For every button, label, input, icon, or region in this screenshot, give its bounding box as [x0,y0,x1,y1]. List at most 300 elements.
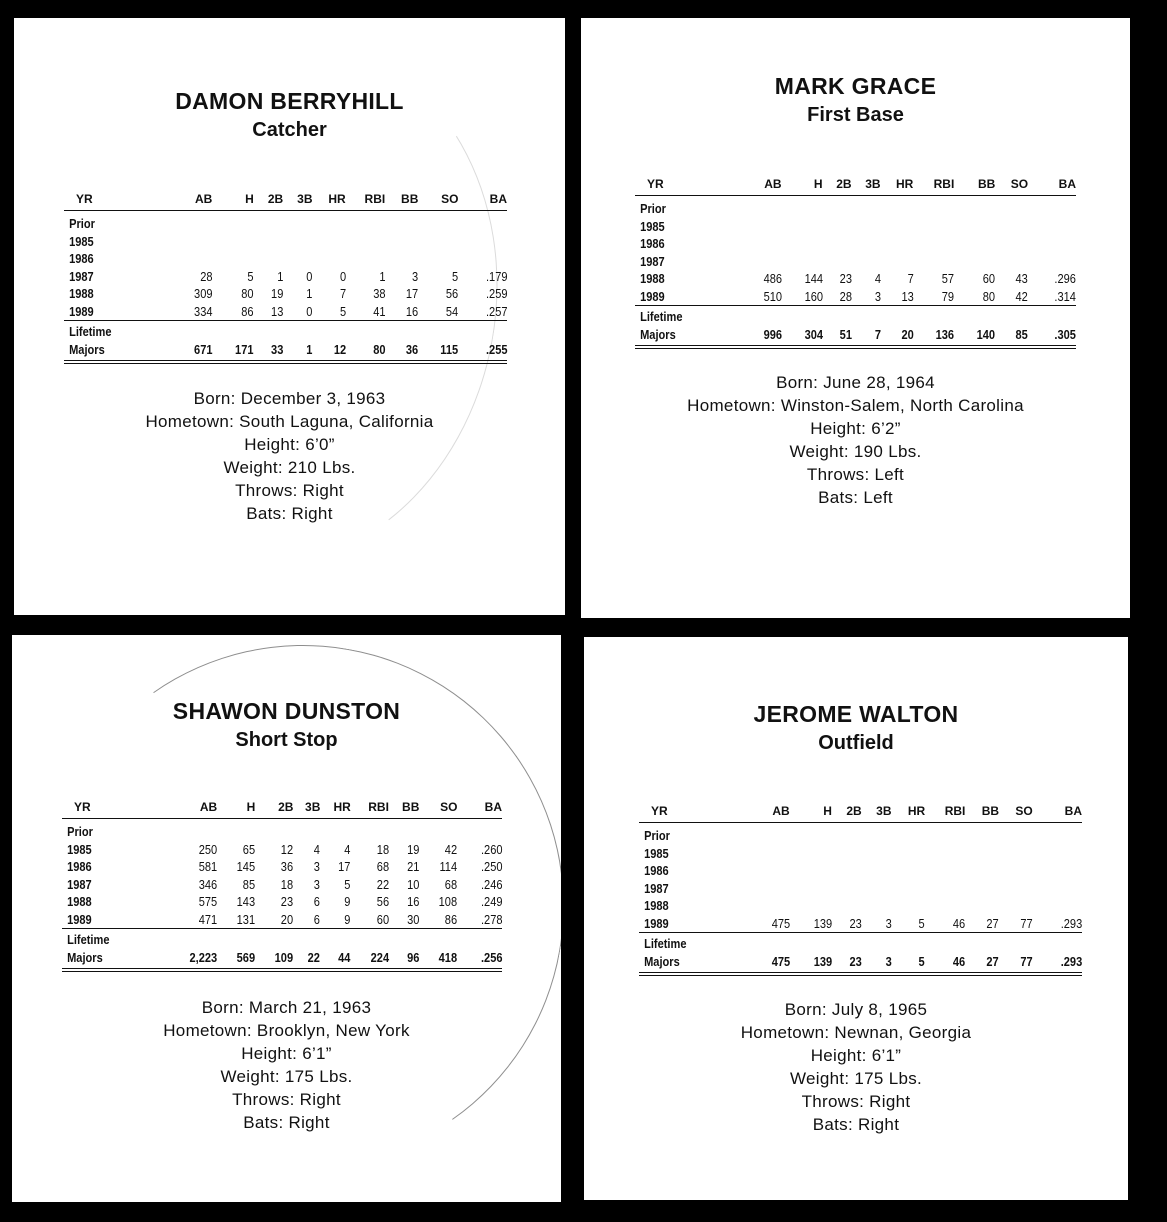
bio-line: Born: March 21, 1963 [201,998,372,1017]
stat-cell: 3 [412,268,419,284]
stat-cell: 13 [900,288,914,304]
stat-cell [931,897,965,915]
total-cell: 996 [747,326,782,348]
stat-cell [754,897,790,915]
total-cell: 85 [1000,326,1028,348]
stat-cell: 36 [281,859,294,875]
stats-header-row [635,177,1076,196]
stat-cell: 20 [281,911,294,927]
column-header: YR [639,804,748,823]
stat-cell [1035,196,1076,218]
stat-cell [796,845,832,863]
column-header: RBI [351,800,389,819]
stats-header-row [64,192,507,211]
stat-cell [390,250,418,268]
stat-cell [223,819,255,841]
stat-cell: 160 [804,288,823,304]
bio-line: Bats: Left [818,488,893,507]
player-name: MARK GRACE [774,73,937,99]
stat-cell [297,819,320,841]
total-cell: 36 [390,341,418,363]
stat-cell [1004,880,1033,898]
total-cell: 136 [919,326,954,348]
stat-cell: 13 [270,303,284,319]
stat-cell: .179 [485,268,507,284]
year-cell: 1987 [67,876,92,892]
stat-cell: 21 [407,859,420,875]
stat-cell [885,218,913,236]
stat-cell: 486 [763,271,782,287]
stat-cell [169,819,218,841]
bio-line: Throws: Right [232,1090,341,1109]
stat-cell: 309 [193,286,213,302]
total-cell: 46 [931,953,965,975]
lifetime-label: Lifetime [635,306,725,326]
stat-cell: 18 [281,876,294,892]
column-header: 2B [823,177,852,196]
stat-cell [258,211,283,233]
year-cell: 1988 [640,271,665,287]
stat-cell [897,862,926,880]
year-cell: 1985 [640,218,665,234]
column-header: AB [741,177,782,196]
stat-cell: 1 [379,268,386,284]
player-bio [14,387,565,525]
stat-cell [288,233,313,251]
stat-cell [960,253,995,271]
column-header: HR [313,192,346,211]
stats-row [64,233,507,251]
stat-cell: .260 [480,841,502,857]
stat-cell [1040,897,1082,915]
stat-cell [788,196,823,218]
stats-row [62,876,502,894]
total-cell: 171 [219,341,254,363]
player-position: Outfield [818,732,894,754]
stat-cell: 57 [942,271,955,287]
column-header: AB [171,192,213,211]
total-cell: 20 [885,326,913,348]
column-header: H [217,800,255,819]
stats-row [639,915,1082,933]
stats-row [635,218,1076,236]
stat-cell: 250 [198,841,218,857]
column-header: AB [748,804,790,823]
stat-cell: 27 [986,915,1000,931]
stat-cell [219,211,254,233]
player-bio [12,996,561,1134]
bio-line: Height: 6’1” [810,1046,902,1065]
stat-cell [1035,218,1076,236]
year-cell: Prior [640,201,666,217]
stat-cell [866,845,891,863]
stat-cell: .249 [480,894,502,910]
majors-label: Majors [62,949,145,971]
stat-cell [1040,823,1082,845]
stat-cell: 68 [376,859,389,875]
stat-cell: 5 [339,303,346,319]
stat-cell: .246 [480,876,502,892]
stat-cell: .250 [480,859,502,875]
stat-cell [856,235,881,253]
stat-cell [325,819,351,841]
bio-line: Hometown: South Laguna, California [145,412,434,431]
stat-cell: 131 [236,911,256,927]
stat-cell: 54 [446,303,459,319]
stats-header-row [639,804,1082,823]
stat-cell [970,862,999,880]
column-header: HR [320,800,350,819]
year-cell: 1989 [69,303,94,319]
stat-cell [960,235,995,253]
stat-cell [177,211,212,233]
stats-table [64,192,507,364]
stat-cell: 86 [445,911,458,927]
stat-cell: 4 [314,841,321,857]
stat-cell [288,211,313,233]
year-cell: 1987 [69,268,94,284]
column-header: 2B [255,800,293,819]
stat-cell [390,233,418,251]
stat-cell [827,218,852,236]
stat-cell [970,845,999,863]
stat-cell: 79 [942,288,955,304]
year-cell: Prior [67,824,93,840]
stat-cell: 23 [281,894,294,910]
year-cell: 1987 [644,880,669,896]
stat-cell [788,218,823,236]
column-header: YR [64,192,171,211]
stats-header-row [62,800,502,819]
stat-cell [754,862,790,880]
bio-line: Born: July 8, 1965 [784,1000,928,1019]
player-name: DAMON BERRYHILL [175,88,404,114]
stat-cell [1004,897,1033,915]
bio-line: Bats: Right [243,1113,330,1132]
year-cell: 1988 [644,898,669,914]
column-header: RBI [346,192,386,211]
stat-cell [885,253,913,271]
stat-cell [836,897,861,915]
stats-row [635,288,1076,306]
column-header: H [782,177,823,196]
stat-cell [754,880,790,898]
year-cell: 1987 [640,253,665,269]
stat-cell [836,845,861,863]
stat-cell [317,250,345,268]
stats-row [64,250,507,268]
column-header: HR [891,804,925,823]
stat-cell: 19 [407,841,420,857]
stat-cell [466,233,507,251]
stat-cell [866,880,891,898]
stat-cell [747,196,782,218]
stat-cell: 86 [241,303,254,319]
total-cell: 140 [960,326,995,348]
stat-cell [866,897,891,915]
stat-cell: 17 [406,286,419,302]
bio-line: Throws: Left [806,465,905,484]
stat-cell: 9 [344,911,351,927]
stat-cell [466,250,507,268]
stat-cell: 5 [919,915,926,931]
stat-cell [390,211,418,233]
stat-cell [424,233,458,251]
stat-cell: 5 [247,268,254,284]
stat-cell [856,218,881,236]
stat-cell: 108 [439,894,458,910]
total-cell: 80 [352,341,386,363]
stat-cell [866,862,891,880]
stat-cell: 28 [839,288,852,304]
column-header: H [212,192,254,211]
stat-cell [1004,845,1033,863]
bio-line: Throws: Right [801,1092,911,1111]
stat-cell: 19 [270,286,284,302]
stats-table [639,804,1082,976]
stat-cell: 43 [1015,271,1029,287]
stats-row [62,911,502,929]
stat-cell: 0 [306,303,313,319]
majors-totals-row [62,949,502,971]
stat-cell [919,253,954,271]
stat-cell [466,211,507,233]
stat-cell [885,196,913,218]
stats-row [62,841,502,859]
total-cell: 96 [394,949,420,971]
year-cell: 1989 [644,915,669,931]
bio-line: Weight: 210 Lbs. [223,458,356,477]
stat-cell [796,880,832,898]
stat-cell [1000,196,1028,218]
stat-cell: 41 [372,303,386,319]
bio-line: Height: 6’0” [244,435,335,454]
stat-cell [866,823,891,845]
stat-cell [288,250,313,268]
stat-cell: .296 [1054,271,1076,287]
stat-cell [424,211,458,233]
stat-cell [1000,253,1028,271]
stats-row [64,303,507,321]
stat-cell: 575 [198,894,218,910]
year-cell: 1989 [67,911,92,927]
column-header: 3B [293,800,320,819]
total-cell: 304 [788,326,823,348]
year-cell: 1985 [67,841,92,857]
stat-cell: 4 [874,271,881,287]
bio-line: Born: December 3, 1963 [193,389,386,408]
year-cell: 1986 [640,236,665,252]
column-header: BB [954,177,995,196]
bio-line: Throws: Right [235,481,344,500]
total-cell: .305 [1035,326,1076,348]
bio-line: Height: 6’1” [241,1044,332,1063]
lifetime-label-row [62,929,502,949]
stat-cell [1035,235,1076,253]
year-cell: 1985 [69,233,94,249]
stat-cell: 56 [376,894,389,910]
bio-line: Weight: 190 Lbs. [789,442,922,461]
column-header: 2B [254,192,283,211]
stat-cell [317,211,345,233]
stat-cell: 1 [306,286,313,302]
stat-cell: .278 [480,911,502,927]
stat-cell [177,233,212,251]
total-cell: 671 [177,341,212,363]
stats-row [639,862,1082,880]
stat-cell: 3 [314,876,321,892]
bio-line: Hometown: Newnan, Georgia [740,1023,972,1042]
column-header: BA [1028,177,1076,196]
stat-cell [219,233,254,251]
stat-cell [747,235,782,253]
stat-cell: 7 [339,286,346,302]
stat-cell [836,862,861,880]
stat-cell: 80 [241,286,254,302]
stats-row [635,253,1076,271]
stat-cell: 56 [446,286,459,302]
stat-cell: 68 [445,876,458,892]
bio-line: Born: June 28, 1964 [776,373,935,392]
stats-row [635,235,1076,253]
total-cell: .256 [464,949,502,971]
stat-cell [219,250,254,268]
stat-cell [970,880,999,898]
stat-cell: 80 [983,288,996,304]
player-name: SHAWON DUNSTON [172,698,401,724]
column-header: AB [160,800,217,819]
stat-cell: 17 [338,859,351,875]
stat-cell [424,250,458,268]
stat-cell [357,819,389,841]
stat-cell [747,218,782,236]
column-header: YR [62,800,160,819]
total-cell: 569 [223,949,255,971]
column-header: 2B [832,804,862,823]
player-position: Catcher [252,119,327,141]
stats-row [639,880,1082,898]
total-cell: 33 [258,341,283,363]
stat-cell: 10 [407,876,420,892]
column-header: H [790,804,832,823]
player-name: JEROME WALTON [753,701,959,727]
stats-row [62,893,502,911]
stat-cell [960,218,995,236]
column-header: RBI [925,804,965,823]
stat-cell [970,897,999,915]
stat-cell [931,823,965,845]
stats-row [64,211,507,233]
stat-cell [788,235,823,253]
stat-cell: 0 [339,268,346,284]
stat-cell: 46 [953,915,966,931]
stat-cell: 38 [372,286,386,302]
bio-line: Hometown: Winston-Salem, North Carolina [687,396,1024,415]
stat-cell [1000,218,1028,236]
total-cell: 109 [261,949,293,971]
stat-cell [897,823,926,845]
stat-cell [796,897,832,915]
column-header: SO [418,192,458,211]
stats-row [62,819,502,841]
bio-line: Weight: 175 Lbs. [220,1067,353,1086]
stat-cell [788,253,823,271]
stats-row [635,270,1076,288]
stat-cell: 12 [281,841,294,857]
stat-cell: .259 [485,286,507,302]
stat-cell [1004,823,1033,845]
stat-cell [754,845,790,863]
stats-row [64,285,507,303]
stat-cell [258,233,283,251]
year-cell: 1988 [69,286,94,302]
stat-cell [352,250,386,268]
majors-totals-row [64,341,507,363]
total-cell: 115 [424,341,458,363]
stat-cell: 60 [983,271,996,287]
year-cell: Prior [69,216,95,232]
total-cell: 139 [796,953,832,975]
majors-label: Majors [639,953,731,975]
stat-cell: 475 [771,915,790,931]
stat-cell: 0 [306,268,313,284]
total-cell: 3 [866,953,891,975]
stat-cell [856,196,881,218]
stat-cell [919,196,954,218]
stat-cell [1035,253,1076,271]
majors-label: Majors [635,326,725,348]
stat-cell: 16 [406,303,419,319]
stat-cell [897,897,926,915]
total-cell: 51 [827,326,852,348]
column-header: BA [459,192,508,211]
column-header: YR [635,177,741,196]
stat-cell: 3 [874,288,881,304]
stat-cell [352,233,386,251]
stat-cell: 6 [314,894,321,910]
stat-cell: 334 [193,303,213,319]
column-header: 3B [862,804,892,823]
stats-row [639,823,1082,845]
stat-cell [836,823,861,845]
player-card [12,635,561,1202]
total-cell: 475 [754,953,790,975]
majors-label: Majors [64,341,155,363]
stats-row [64,268,507,286]
lifetime-label-row [635,306,1076,326]
stat-cell [827,253,852,271]
stat-cell [931,845,965,863]
column-header: BB [385,192,418,211]
bio-line: Height: 6’2” [810,419,901,438]
stat-cell: 3 [314,859,321,875]
stat-cell [919,235,954,253]
total-cell: 77 [1004,953,1033,975]
total-cell: 22 [297,949,320,971]
lifetime-label-row [64,321,507,341]
stat-cell [1040,880,1082,898]
column-header: BA [458,800,503,819]
stat-cell: 510 [763,288,782,304]
stat-cell [856,253,881,271]
stat-cell: 23 [839,271,852,287]
stat-cell [425,819,457,841]
stat-cell [754,823,790,845]
stat-cell: 1 [277,268,284,284]
majors-totals-row [639,953,1082,975]
year-cell: 1986 [644,863,669,879]
lifetime-label: Lifetime [64,321,155,341]
